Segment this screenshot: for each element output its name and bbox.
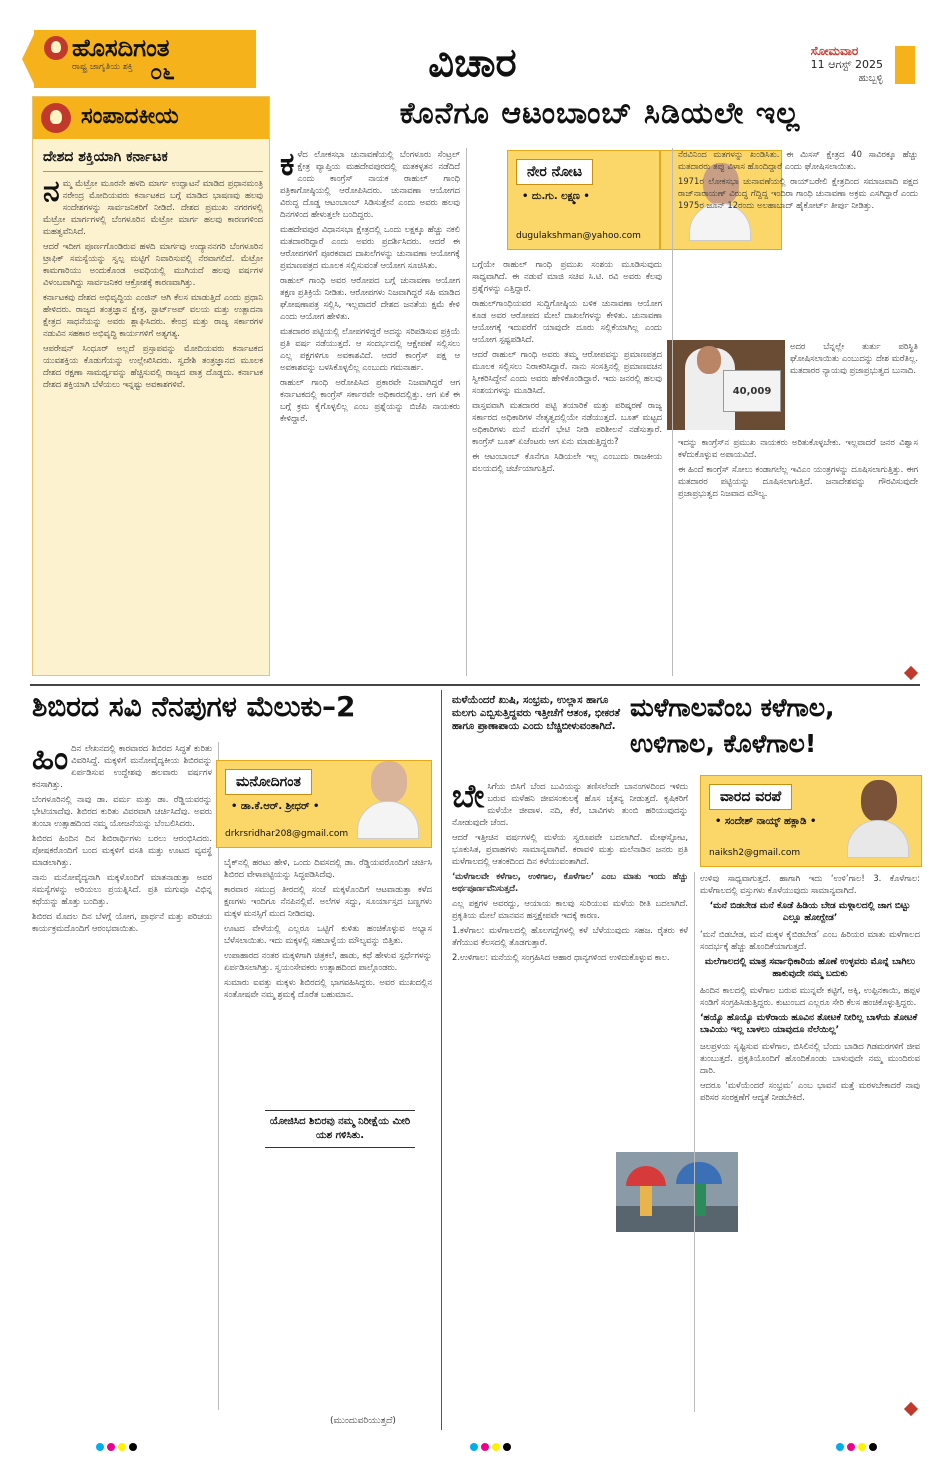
br-paragraph: ಹಿಂದಿನ ಕಾಲದಲ್ಲಿ ಮಳೆಗಾಲ ಬರುವ ಮುನ್ನವೇ ಕಟ್ಟಿಗೆ, ಅಕ್ಕಿ, ಉಪ್ಪಿನಕಾಯಿ, ಹಪ್ಪಳ ಸಂಡಿಗೆ ಸಂಗ್ರಹಿಸಿಡುತ್ತಿದ್ದರು. ಕುಟುಂಬದ ಎಲ್ಲರೂ ಸೇರಿ ಕೆಲಸ ಹಂಚಿಕೊಳ್ಳುತ್ತಿದ್ದರು. — [700, 985, 920, 1007]
article-paragraph: ಮತದಾರರ ಪಟ್ಟಿಯಲ್ಲಿ ಲೋಪಗಳಿದ್ದರೆ ಅದನ್ನು ಸರಿಪಡಿಸುವ ಪ್ರಕ್ರಿಯೆ ಪ್ರತಿ ವರ್ಷ ನಡೆಯುತ್ತದೆ. ಆ ಸಂದರ್ಭದಲ್ಲಿ ಆಕ್ಷೇಪಣೆ ಸಲ್ಲಿಸಲು ಎಲ್ಲ ಪಕ್ಷಗಳಿಗೂ ಅವಕಾಶವಿದೆ. ಆದರೆ ಕಾಂಗ್ರೆಸ್ ಪಕ್ಷ ಆ ಅವಕಾಶವನ್ನು ಬಳಸಿಕೊಳ್ಳಲಿಲ್ಲ ಎಂಬುದು ಗಮನಾರ್ಹ. — [280, 326, 460, 372]
bl-paragraph: ನಾನು ಮನೋವೈದ್ಯನಾಗಿ ಮಕ್ಕಳೊಂದಿಗೆ ಮಾತನಾಡುತ್ತಾ ಅವರ ಸಮಸ್ಯೆಗಳನ್ನು ಅರಿಯಲು ಪ್ರಯತ್ನಿಸಿದೆ. ಪ್ರತಿ ಮಗುವೂ ವಿಭಿನ್ನ ಕಥೆಯನ್ನು ಹೊತ್ತು ಬಂದಿತ್ತು. — [32, 872, 212, 906]
date-tab — [895, 46, 915, 84]
br-paragraph: ಆದರೆ ಇತ್ತೀಚಿನ ವರ್ಷಗಳಲ್ಲಿ ಮಳೆಯ ಸ್ವರೂಪವೇ ಬದಲಾಗಿದೆ. ಮೇಘಸ್ಫೋಟ, ಭೂಕುಸಿತ, ಪ್ರವಾಹಗಳು ಸಾಮಾನ್ಯವಾಗಿವೆ. ಕರಾವಳಿ ಮತ್ತು ಮಲೆನಾಡಿನ ಜನರು ಪ್ರತಿ ಮಳೆಗಾಲದಲ್ಲಿ ಆತಂಕದಿಂದ ದಿನ ಕಳೆಯುವಂತಾಗಿದೆ. — [452, 832, 688, 866]
br-paragraph: ‘ಮನೆ ಬಿಡಬೇಡ, ಮನೆ ಮಕ್ಕಳ ಕೈಬಿಡಬೇಡ’ ಎಂಬ ಹಿರಿಯರ ಮಾತು ಮಳೆಗಾಲದ ಸಂದರ್ಭಕ್ಕೆ ಹೆಚ್ಚು ಹೊಂದಿಕೆಯಾಗುತ್ತದೆ. — [700, 929, 920, 951]
author-name: • ಸಂದೇಶ್ ನಾಯ್ಕ್ ಹಕ್ಲಾಡಿ • — [715, 816, 817, 827]
bottom-left-headline: ಶಿಬಿರದ ಸವಿ ನೆನಪುಗಳ ಮೆಲುಕು–2 — [32, 690, 356, 723]
registration-marks — [96, 1443, 140, 1454]
article-column-1 — [280, 148, 460, 676]
article-paragraph: ರಾಹುಲ್ ಗಾಂಧಿ ಅರೋಪಿಸಿದ ಪ್ರಕಾರವೇ ನಿಜವಾಗಿದ್ದರೆ ಆಗ ಕರ್ನಾಟಕದಲ್ಲಿ ಕಾಂಗ್ರೆಸ್ ಸರ್ಕಾರವೇ ಅಧಿಕಾರದಲ್ಲಿತ್ತು. ಆಗ ಏಕೆ ಈ ಬಗ್ಗೆ ಕ್ರಮ ಕೈಗೊಳ್ಳಲಿಲ್ಲ ಎಂಬ ಪ್ರಶ್ನೆಯನ್ನು ಬಿಜೆಪಿ ನಾಯಕರು ಕೇಳಿದ್ದಾರೆ. — [280, 377, 460, 423]
article-paragraph: ಇದನ್ನು ಕಾಂಗ್ರೆಸ್‌ನ ಪ್ರಮುಖ ನಾಯಕರು ಅರಿತುಕೊಳ್ಳಬೇಕು. ಇಲ್ಲವಾದರೆ ಜನರ ವಿಶ್ವಾಸ ಕಳೆದುಕೊಳ್ಳುವ ಅಪಾಯವಿದೆ. — [678, 437, 918, 459]
article-column-3-side — [790, 340, 918, 432]
br-paragraph: ಎಲ್ಲ ಪಕ್ಷಗಳ ಅವರದ್ದು, ಆಯಾಯ ಕಾಲವು ಸುರಿಯುವ ಮಳೆಯ ರೀತಿ ಬದಲಾಗಿದೆ. ಪ್ರಕೃತಿಯ ಮೇಲೆ ಮಾನವನ ಹಸ್ತಕ್ಷೇಪವೇ ಇದಕ್ಕೆ ಕಾರಣ. — [452, 898, 688, 920]
article-column-3-top — [678, 148, 918, 338]
vertical-divider — [441, 690, 442, 1430]
author-email[interactable]: naiksh2@gmail.com — [709, 848, 801, 858]
article-column-2 — [472, 258, 662, 676]
bl-paragraph: ಸುಮಾರು ಐವತ್ತು ಮಕ್ಕಳು ಶಿಬಿರದಲ್ಲಿ ಭಾಗವಹಿಸಿದ್ದರು. ಅವರ ಮುಖದಲ್ಲಿನ ಸಂತೋಷವೇ ನಮ್ಮ ಶ್ರಮಕ್ಕೆ ದೊರೆತ ಬಹುಮಾನ. — [224, 977, 432, 999]
author-name: • ಡಾ.ಕೆ.ಆರ್. ಶ್ರೀಧರ್ • — [231, 801, 320, 812]
article-paragraph: ಬಗ್ಗೆಯೇ ರಾಹುಲ್ ಗಾಂಧಿ ಪ್ರಮುಖ ಸಂಶಯ ಮೂಡಿಸುವುದು ಸಾಧ್ಯವಾಗಿದೆ. ಈ ನಡುವೆ ಮಾಜಿ ಸಚಿವ ಸಿ.ಟಿ. ರವಿ ಅವರು ಕೆಲವು ಪ್ರಶ್ನೆಗಳನ್ನು ಎತ್ತಿದ್ದಾರೆ. — [472, 259, 662, 293]
column-name: ನೇರ ನೋಟ — [516, 159, 593, 185]
article-paragraph: ರಾಹುಲ್ ಗಾಂಧಿ ಅವರ ಆರೋಪದ ಬಗ್ಗೆ ಚುನಾವಣಾ ಆಯೋಗ ತಕ್ಷಣ ಪ್ರತಿಕ್ರಿಯೆ ನೀಡಿತು. ಆರೋಪಗಳು ನಿಜವಾಗಿದ್ದರೆ ಸಹಿ ಮಾಡಿದ ಘೋಷಣಾಪತ್ರ ಸಲ್ಲಿಸಿ, ಇಲ್ಲವಾದರೆ ದೇಶದ ಜನತೆಯ ಕ್ಷಮೆ ಕೇಳಿ ಎಂದು ಆಯೋಗ ಹೇಳಿತು. — [280, 275, 460, 321]
date-text: 11 ಆಗಸ್ಟ್ 2025 — [810, 58, 883, 71]
portrait-body — [847, 820, 909, 858]
editorial-title: ದೇಶದ ಶಕ್ತಿಯಾಗಿ ಕರ್ನಾಟಕ — [43, 149, 263, 172]
author-portrait — [845, 780, 911, 858]
column-rule — [672, 148, 673, 676]
bl-paragraph: ಊಟದ ವೇಳೆಯಲ್ಲಿ ಎಲ್ಲರೂ ಒಟ್ಟಿಗೆ ಕುಳಿತು ಹಂಚಿಕೊಳ್ಳುವ ಅಭ್ಯಾಸ ಬೆಳೆಸಲಾಯಿತು. ಇದು ಮಕ್ಕಳಲ್ಲಿ ಸಹಬಾಳ್ವೆಯ ಮೌಲ್ಯವನ್ನು ಬಿತ್ತಿತು. — [224, 923, 432, 945]
bl-paragraph: ಬೈಕ್‌ನಲ್ಲಿ ಹರಟು ಹೇಳಿ, ಒಂದು ದಿವಸದಲ್ಲಿ ಡಾ. ರೆಡ್ಡಿಯವರೊಂದಿಗೆ ಚರ್ಚಿಸಿ ಶಿಬಿರದ ವೇಳಾಪಟ್ಟಿಯನ್ನು ಸಿದ್ಧಪಡಿಸಿದೆವು. — [224, 857, 432, 879]
br-column-2 — [700, 872, 920, 1412]
article-paragraph: ಈ ಆಟಂಬಾಂಬ್ ಕೊನೆಗೂ ಸಿಡಿಯಲೇ ಇಲ್ಲ ಎಂಬುದು ರಾಜಕೀಯ ವಲಯದಲ್ಲಿ ಚರ್ಚೆಯಾಗುತ್ತಿದೆ. — [472, 451, 662, 473]
portrait-head — [371, 761, 407, 803]
editorial-paragraph: ಮ್ಮ ಮೆಟ್ರೋ ಮೂರನೇ ಹಳದಿ ಮಾರ್ಗ ಉದ್ಘಾಟನೆ ಮಾಡಿದ ಪ್ರಧಾನಮಂತ್ರಿ ನರೇಂದ್ರ ಮೋದಿಯವರು ಕರ್ನಾಟಕದ ಬಗ್ಗೆ ಮಾಡಿದ ಭಾಷಣವು ಹಲವು ಸಂದೇಶಗಳನ್ನು ಸಾರ್ವಜನಿಕರಿಗೆ ನೀಡಿದೆ. ದೇಶದ ಪ್ರಮುಖ ನಗರಗಳಲ್ಲಿ ಮೆಟ್ರೋ ಮಾರ್ಗಗಳಲ್ಲಿ ಬೆಂಗಳೂರಿನ ಮೆಟ್ರೋ ಮಾರ್ಗ ಹಲವು ಕಾರಣಗಳಿಂದ ಮಹತ್ವವೆನಿಸಿದೆ. — [43, 178, 263, 236]
column-card-manodiganta — [216, 760, 432, 848]
editorial-header — [33, 97, 269, 139]
column-card-nera-nota — [507, 150, 660, 250]
br-paragraph: ‘ಮಳೆಗಾಲವೇ ಕಳೆಗಾಲ, ಉಳಿಗಾಲ, ಕೊಳೆಗಾಲ’ ಎಂಬ ಮಾತು ಇಂದು ಹೆಚ್ಚು ಅರ್ಥಪೂರ್ಣವೆನಿಸುತ್ತದೆ. — [452, 871, 688, 893]
br-paragraph: ಸಿಗೆಯ ಬಿಸಿಗೆ ಬೆಂದ ಬುವಿಯನ್ನು ತಣಿಸಲೆಂದೇ ಬಾನಂಗಳದಿಂದ ಇಳಿದು ಬರುವ ಮಳೆಹನಿ ಜೀವಸಂಕುಲಕ್ಕೆ ಹೊಸ ಚೈತನ್ಯ ನೀಡುತ್ತದೆ. ಕೃಷಿಕರಿಗೆ ಮಳೆಯೇ ಜೀವಾಳ. ನದಿ, ಕೆರೆ, ಬಾವಿಗಳು ತುಂಬಿ ಹರಿಯುವುದನ್ನು ನೋಡುವುದೇ ಚೆಂದ. — [452, 781, 688, 827]
lamp-icon — [41, 103, 71, 133]
portrait-head — [861, 780, 897, 822]
br-paragraph: ಜಲಪ್ರಳಯ ಸೃಷ್ಟಿಸುವ ಮಳೆಗಾಲ, ಬಿಸಿಲಿನಲ್ಲಿ ಬೆಂದು ಬಾಡಿದ ಗಿಡಮರಗಳಿಗೆ ಜೀವ ತುಂಬುತ್ತದೆ. ಪ್ರಕೃತಿಯೊಂದಿಗೆ ಹೊಂದಿಕೊಂಡು ಬಾಳುವುದೇ ನಮ್ಮ ಮುಂದಿರುವ ದಾರಿ. — [700, 1041, 920, 1075]
date-box — [811, 44, 883, 86]
article-column-3-bottom — [678, 436, 918, 666]
article-paragraph: ಳೆದ ಲೋಕಸಭಾ ಚುನಾವಣೆಯಲ್ಲಿ ಬೆಂಗಳೂರು ಸೆಂಟ್ರಲ್ ಕ್ಷೇತ್ರ ವ್ಯಾಪ್ತಿಯ ಮಹದೇವಪುರದಲ್ಲಿ ಮತಕಳ್ಳತನ ನಡೆದಿದೆ ಎಂದು ಕಾಂಗ್ರೆಸ್ ನಾಯಕ ರಾಹುಲ್ ಗಾಂಧಿ ಪತ್ರಿಕಾಗೋಷ್ಠಿಯಲ್ಲಿ ಆರೋಪಿಸಿದರು. ಚುನಾವಣಾ ಆಯೋಗದ ವಿರುದ್ಧ ದೊಡ್ಡ ಆಟಂಬಾಂಬ್ ಸಿಡಿಸುತ್ತೇನೆ ಎಂದು ಅವರು ಹಲವು ದಿನಗಳಿಂದ ಹೇಳುತ್ತಲೇ ಬಂದಿದ್ದರು. — [280, 149, 460, 219]
editorial-body — [43, 177, 263, 667]
br-paragraph: ಉಳಿವು ಸಾಧ್ಯವಾಗುತ್ತದೆ. ಹಾಗಾಗಿ ಇದು ‘ಉಳಿ’ಗಾಲ! 3. ಕೊಳೆಗಾಲ: ಮಳೆಗಾಲದಲ್ಲಿ ವಸ್ತುಗಳು ಕೊಳೆಯುವುದು ಸಾಮಾನ್ಯವಾಗಿದೆ. — [700, 873, 920, 895]
photo-placard: 40,009 — [723, 370, 781, 412]
editorial-panel — [32, 96, 270, 676]
column-card-varada-varape — [700, 775, 922, 867]
br-dropcap: ಬೇ — [452, 780, 485, 815]
bl-dropcap: ಹಿಂ — [32, 742, 69, 777]
br-paragraph: ಆದರೂ ‘ಮಳೆಯೆಂದರೆ ಸಂಭ್ರಮ’ ಎಂಬ ಭಾವನೆ ಮತ್ತೆ ಮರಳಬೇಕಾದರೆ ನಾವು ಪರಿಸರ ಸಂರಕ್ಷಣೆಗೆ ಆದ್ಯತೆ ನೀಡಬೇಕಿದೆ. — [700, 1080, 920, 1102]
registration-marks — [836, 1443, 880, 1454]
photo-face — [697, 346, 721, 374]
article-paragraph: ವಾಸ್ತವವಾಗಿ ಮತದಾರರ ಪಟ್ಟಿ ತಯಾರಿಕೆ ಮತ್ತು ಪರಿಷ್ಕರಣೆ ರಾಜ್ಯ ಸರ್ಕಾರದ ಅಧಿಕಾರಿಗಳ ನೇತೃತ್ವದಲ್ಲಿಯೇ ನಡೆಯುತ್ತದೆ. ಬೂತ್ ಮಟ್ಟದ ಅಧಿಕಾರಿಗಳು ಮನೆ ಮನೆಗೆ ಭೇಟಿ ನೀಡಿ ಪರಿಶೀಲನೆ ನಡೆಸುತ್ತಾರೆ. ಕಾಂಗ್ರೆಸ್ ಬೂತ್ ಏಜೆಂಟರು ಆಗ ಏನು ಮಾಡುತ್ತಿದ್ದರು? — [472, 400, 662, 446]
column-rule — [694, 872, 695, 1412]
article-paragraph: ನೆರವಿನಿಂದ ಮತಗಳನ್ನು ಖಂಡಿಸಿತು. ಈ ಮಿಸಸ್ ಕ್ಷೇತ್ರದ 40 ಸಾವಿರಕ್ಕೂ ಹೆಚ್ಚು ಮತದಾರರು ತಪ್ಪು ವಿಳಾಸ ಹೊಂದಿದ್ದಾರೆ ಎಂದು ಘೋಷಿಸಲಾಯಿತು. — [678, 149, 918, 171]
br-column-1 — [452, 780, 688, 1410]
registration-marks — [470, 1443, 514, 1454]
section-divider — [30, 684, 920, 686]
editorial-label: ಸಂಪಾದಕೀಯ — [81, 104, 179, 129]
br-quote: ಮಲೆಗಾಲದಲ್ಲಿ ಮಾತ್ರ ಸರ್ವಾಧಿಕಾರಿಯ ಹೊಣೆ ಉಳ್ಳವರು ಮೊನ್ನೆ ಬಾಗಿಲು ಹಾಕುವುದೇ ನಮ್ಮ ಬದುಕು — [704, 957, 916, 979]
article-paragraph: 1971ರ ಲೋಕಸಭಾ ಚುನಾವಣೆಯಲ್ಲಿ ರಾಯ್‌ಬರೇಲಿ ಕ್ಷೇತ್ರದಿಂದ ಸಮಾಜವಾದಿ ಪಕ್ಷದ ರಾಜ್‌ನಾರಾಯಣ್ ವಿರುದ್ಧ ಗೆದ್ದಿದ್ದ ಇಂದಿರಾ ಗಾಂಧಿ ಚುನಾವಣಾ ಅಕ್ರಮ ಎಸಗಿದ್ದಾರೆ ಎಂದು 1975ರ ಜೂನ್ 12ರಂದು ಅಲಹಾಬಾದ್ ಹೈಕೋರ್ಟ್ ತೀರ್ಪು ನೀಡಿತ್ತು. — [678, 176, 918, 210]
author-name: • ದು.ಗು. ಲಕ್ಷ್ಮಣ • — [522, 191, 590, 202]
article-paragraph: ರಾಹುಲ್‌ಗಾಂಧಿಯವರ ಸುದ್ದಿಗೋಷ್ಠಿಯ ಬಳಿಕ ಚುನಾವಣಾ ಆಯೋಗ ಕೂಡ ಅವರ ಆರೋಪದ ಮೇಲೆ ದಾಖಲೆಗಳನ್ನು ಕೇಳಿತು. ಚುನಾವಣಾ ಆಯೋಗಕ್ಕೆ ಇದುವರೆಗೆ ಯಾವುದೇ ದೂರು ಸಲ್ಲಿಕೆಯಾಗಿಲ್ಲ ಎಂದು ಆಯೋಗ ಸ್ಪಷ್ಟಪಡಿಸಿದೆ. — [472, 298, 662, 344]
article-paragraph: ಆದರೆ ರಾಹುಲ್ ಗಾಂಧಿ ಅವರು ತಮ್ಮ ಆರೋಪವನ್ನು ಪ್ರಮಾಣಪತ್ರದ ಮೂಲಕ ಸಲ್ಲಿಸಲು ನಿರಾಕರಿಸಿದ್ದಾರೆ. ನಾನು ಸಂಸತ್ತಿನಲ್ಲಿ ಪ್ರಮಾಣವಚನ ಸ್ವೀಕರಿಸಿದ್ದೇನೆ ಎಂದು ಅವರು ಹೇಳಿಕೊಂಡಿದ್ದಾರೆ. ಇದು ಜನರಲ್ಲಿ ಹಲವು ಸಂಶಯಗಳನ್ನು ಮೂಡಿಸಿದೆ. — [472, 349, 662, 395]
date-day: ಸೋಮವಾರ — [810, 44, 859, 58]
bl-column-1 — [32, 742, 212, 1410]
editorial-paragraph: ಕರ್ನಾಟಕವು ದೇಶದ ಅಭಿವೃದ್ಧಿಯ ಎಂಜಿನ್ ಆಗಿ ಕೆಲಸ ಮಾಡುತ್ತಿದೆ ಎಂದು ಪ್ರಧಾನಿ ಹೇಳಿದರು. ರಾಜ್ಯದ ತಂತ್ರಜ್ಞಾನ ಕ್ಷೇತ್ರ, ಸ್ಟಾರ್ಟ್‌ಅಪ್ ವಲಯ ಮತ್ತು ಉತ್ಪಾದನಾ ಕ್ಷೇತ್ರದ ಸಾಧನೆಯನ್ನು ಅವರು ಶ್ಲಾಘಿಸಿದರು. ಕೇಂದ್ರ ಮತ್ತು ರಾಜ್ಯ ಸರ್ಕಾರಗಳ ನಡುವಿನ ಸಹಕಾರ ಅಭಿವೃದ್ಧಿ ಕಾರ್ಯಗಳಿಗೆ ಅತ್ಯಗತ್ಯ. — [43, 292, 263, 338]
editorial-dropcap: ನ — [43, 177, 60, 209]
article-end-mark — [904, 666, 918, 680]
bottom-right-intro: ಮಳೆಯೆಂದರೆ ಖುಷಿ, ಸಂಭ್ರಮ, ಉಲ್ಲಾಸ ಹಾಗೂ ಮಲಗು ಎಬ್ಬಿಸುತ್ತಿದ್ದವರು ಇತ್ತೀಚೆಗೆ ಆತಂಕ, ಭೀಕರತೆ ಹಾಗೂ ಪ್ರಾಣಾಪಾಯ ಎಂದು ಬೆಚ್ಚಿಬೀಳುವಂತಾಗಿದೆ. — [452, 695, 620, 732]
news-photo — [667, 340, 785, 430]
pull-quote: ಯೋಜಿಸಿದ ಶಿಬಿರವು ನಮ್ಮ ನಿರೀಕ್ಷೆಯ ಮೀರಿ ಯಶ ಗಳಿಸಿತು. — [265, 1110, 415, 1148]
portrait-body — [357, 801, 419, 839]
column-rule — [466, 148, 467, 676]
author-email[interactable]: drkrsridhar208@gmail.com — [225, 829, 349, 839]
bl-paragraph: ಕಾರವಾರ ಸಮುದ್ರ ತೀರದಲ್ಲಿ ಸಂಜೆ ಮಕ್ಕಳೊಂದಿಗೆ ಆಟವಾಡುತ್ತಾ ಕಳೆದ ಕ್ಷಣಗಳು ಇಂದಿಗೂ ನೆನಪಿನಲ್ಲಿವೆ. ಅಲೆಗಳ ಸದ್ದು, ಸೂರ್ಯಾಸ್ತದ ಬಣ್ಣಗಳು ಮಕ್ಕಳ ಮನಸ್ಸಿಗೆ ಮುದ ನೀಡಿದವು. — [224, 884, 432, 918]
article-paragraph: ಈ ಹಿಂದೆ ಕಾಂಗ್ರೆಸ್ ಸೋಲು ಕಂಡಾಗಲೆಲ್ಲ ಇವಿಎಂ ಯಂತ್ರಗಳನ್ನು ದೂಷಿಸಲಾಗುತ್ತಿತ್ತು. ಈಗ ಮತದಾರರ ಪಟ್ಟಿಯನ್ನು ದೂಷಿಸಲಾಗುತ್ತಿದೆ. ಜನಾದೇಶವನ್ನು ಗೌರವಿಸುವುದೇ ಪ್ರಜಾಪ್ರಭುತ್ವದ ನಿಜವಾದ ಮೌಲ್ಯ. — [678, 464, 918, 498]
article-paragraph: ಅದರ ಬೆನ್ನಲ್ಲೇ ತುರ್ತು ಪರಿಸ್ಥಿತಿ ಘೋಷಿಸಲಾಯಿತು ಎಂಬುದನ್ನು ದೇಶ ಮರೆತಿಲ್ಲ. ಮತದಾರರ ನ್ಯಾಯವು ಪ್ರಜಾಪ್ರಭುತ್ವದ ಬುನಾದಿ. — [790, 341, 918, 375]
section-title: ವಿಚಾರ — [428, 40, 517, 86]
column-name: ಮನೋದಿಗಂತ — [225, 769, 312, 795]
bl-paragraph: ದಿನ ಲೇಖನದಲ್ಲಿ ಕಾರವಾರದ ಶಿಬಿರದ ಸಿದ್ಧತೆ ಕುರಿತು ವಿವರಿಸಿದ್ದೆ. ಮಕ್ಕಳಿಗೆ ಮನೋವೈದ್ಯಕೀಯ ಶಿಬಿರವನ್ನು ಏರ್ಪಡಿಸುವ ಉದ್ದೇಶವು ಹಲವಾರು ವರ್ಷಗಳ ಕನಸಾಗಿತ್ತು. — [32, 743, 212, 789]
br-quote: ‘ಹಯ್ಯೊ ಹೊಯ್ಯೊ ಮಳೆರಾಯ ಹೂವಿನ ತೋಟಕೆ ನೀರಿಲ್ಲ ಬಾಳೆಯ ತೋಟಕೆ ಬಾವಿಯು ಇಲ್ಲ ಬಾಳಲು ಯಾವುದೂ ನೆಲೆಯಿಲ್ಲ’ — [700, 1013, 918, 1035]
bl-paragraph: ಬೆಂಗಳೂರಿನಲ್ಲಿ ನಾವು ಡಾ. ವರ್ಮ ಮತ್ತು ಡಾ. ರೆಡ್ಡಿಯವರನ್ನು ಭೇಟಿಯಾದೆವು. ಶಿಬಿರದ ಕುರಿತು ವಿವರವಾಗಿ ಚರ್ಚಿಸಿದೆವು. ಅವರು ತುಂಬಾ ಉತ್ಸಾಹದಿಂದ ನಮ್ಮ ಯೋಜನೆಯನ್ನು ಬೆಂಬಲಿಸಿದರು. — [32, 794, 212, 828]
bl-paragraph: ಶಿಬಿರದ ಮೊದಲ ದಿನ ಬೆಳಗ್ಗೆ ಯೋಗ, ಪ್ರಾರ್ಥನೆ ಮತ್ತು ಪರಿಚಯ ಕಾರ್ಯಕ್ರಮದೊಂದಿಗೆ ಆರಂಭವಾಯಿತು. — [32, 911, 212, 933]
newspaper-title: ಹೊಸದಿಗಂತ — [72, 34, 170, 62]
edition-city: ಹುಬ್ಬಳ್ಳಿ — [858, 73, 883, 84]
photo-person — [640, 1186, 652, 1216]
br-paragraph: 2.ಉಳಿಗಾಲ: ಮನೆಯಲ್ಲಿ ಸಂಗ್ರಹಿಸಿದ ಆಹಾರ ಧಾನ್ಯಗಳಿಂದ ಉಳಿದುಕೊಳ್ಳುವ ಕಾಲ. — [452, 952, 670, 962]
bl-paragraph: ಶಿಬಿರದ ಹಿಂದಿನ ದಿನ ಶಿಬಿರಾರ್ಥಿಗಳು ಬರಲು ಆರಂಭಿಸಿದರು. ಪೋಷಕರೊಂದಿಗೆ ಬಂದ ಮಕ್ಕಳಿಗೆ ವಸತಿ ಮತ್ತು ಊಟದ ವ್ಯವಸ್ಥೆ ಮಾಡಲಾಗಿತ್ತು. — [32, 833, 212, 867]
masthead — [0, 0, 945, 92]
umbrella-red — [626, 1166, 666, 1186]
author-email[interactable]: dugulakshman@yahoo.com — [516, 231, 641, 241]
article-paragraph: ಮಹದೇವಪುರ ವಿಧಾನಸಭಾ ಕ್ಷೇತ್ರದಲ್ಲಿ ಒಂದು ಲಕ್ಷಕ್ಕೂ ಹೆಚ್ಚು ನಕಲಿ ಮತದಾರರಿದ್ದಾರೆ ಎಂದು ಅವರು ಪ್ರದರ್ಶಿಸಿದರು. ಆದರೆ ಈ ಆರೋಪಗಳಿಗೆ ಪೂರಕವಾದ ದಾಖಲೆಗಳನ್ನು ಚುನಾವಣಾ ಆಯೋಗಕ್ಕೆ ಪ್ರಮಾಣಪತ್ರದ ಮೂಲಕ ಸಲ್ಲಿಸುವಂತೆ ಆಯೋಗ ಸೂಚಿಸಿತು. — [280, 224, 460, 270]
author-portrait — [355, 761, 421, 839]
article-dropcap: ಕ — [280, 148, 295, 183]
page-number: ೦೬ — [150, 60, 175, 85]
column-name: ವಾರದ ವರಪೆ — [709, 784, 792, 810]
editorial-paragraph: ಆಪರೇಷನ್ ಸಿಂಧೂರ್ ಅಲ್ಲದೆ ಪ್ರಸ್ತಾಪವನ್ನು ಮೋದಿಯವರು ಕರ್ನಾಟಕದ ಯುವಶಕ್ತಿಯ ಕೊಡುಗೆಯನ್ನು ಉಲ್ಲೇಖಿಸಿದರು. ಸ್ವದೇಶಿ ತಂತ್ರಜ್ಞಾನದ ಮೂಲಕ ದೇಶದ ರಕ್ಷಣಾ ಸಾಮರ್ಥ್ಯವನ್ನು ಹೆಚ್ಚಿಸುವಲ್ಲಿ ರಾಜ್ಯದ ಪಾತ್ರ ದೊಡ್ಡದು. ಕರ್ನಾಟಕ ದೇಶದ ಶಕ್ತಿಯಾಗಿ ಬೆಳೆಯಲು ಇನ್ನಷ್ಟು ಅವಕಾಶಗಳಿವೆ. — [43, 343, 263, 389]
br-quote: ‘ಮನೆ ಬಿಡಬೇಡ ಮನೆ ಕೊಡೆ ಹಿಡಿಯ ಬೇಡ ಮಳ್ಗಾಲದಲ್ಲಿ ಜಾಗ ಬಿಟ್ಟು ಎಲ್ಲೂ ಹೋಗ್ಬೇಡ’ — [709, 901, 911, 923]
main-headline: ಕೊನೆಗೂ ಆಟಂಬಾಂಬ್ ಸಿಡಿಯಲೇ ಇಲ್ಲ — [399, 96, 801, 131]
editorial-paragraph: ಆದರೆ ಇದೀಗ ಪೂರ್ಣಗೊಂಡಿರುವ ಹಳದಿ ಮಾರ್ಗವು ಉದ್ಯಾನನಗರಿ ಬೆಂಗಳೂರಿನ ಟ್ರಾಫಿಕ್ ಸಮಸ್ಯೆಯನ್ನು ಸ್ವಲ್ಪ ಮಟ್ಟಿಗೆ ನಿವಾರಿಸುವಲ್ಲಿ ನೆರವಾಗಲಿದೆ. ಮೆಟ್ರೋ ಕಾಮಗಾರಿಯು ಅಂದುಕೊಂಡ ಅವಧಿಯಲ್ಲಿ ಮುಗಿಯದೆ ಹಲವು ವರ್ಷಗಳ ವಿಳಂಬವಾಗಿದ್ದು ಸಾರ್ವಜನಿಕರ ಆಕ್ರೋಶಕ್ಕೆ ಕಾರಣವಾಗಿತ್ತು. — [43, 241, 263, 287]
continued-note: (ಮುಂದುವರಿಯುತ್ತದೆ) — [330, 1416, 396, 1426]
br-paragraph: 1.ಕಳೆಗಾಲ: ಮಳೆಗಾಲದಲ್ಲಿ ಹೊಲಗದ್ದೆಗಳಲ್ಲಿ ಕಳೆ ಬೆಳೆಯುವುದು ಸಹಜ. ರೈತರು ಕಳೆ ತೆಗೆಯುವ ಕೆಲಸದಲ್ಲಿ ತೊಡಗುತ್ತಾರೆ. — [452, 925, 688, 947]
bottom-right-headline: ಮಳೆಗಾಲವೆಂಬ ಕಳೆಗಾಲ, ಉಳಿಗಾಲ, ಕೊಳೆಗಾಲ! — [630, 693, 835, 758]
newspaper-tagline: ರಾಷ್ಟ್ರ ಜಾಗೃತಿಯ ಶಕ್ತಿ — [72, 62, 133, 72]
bl-paragraph: ಉಪಾಹಾರದ ನಂತರ ಮಕ್ಕಳಿಗಾಗಿ ಚಿತ್ರಕಲೆ, ಹಾಡು, ಕಥೆ ಹೇಳುವ ಸ್ಪರ್ಧೆಗಳನ್ನು ಏರ್ಪಡಿಸಲಾಗಿತ್ತು. ಸ್ವಯಂಸೇವಕರು ಉತ್ಸಾಹದಿಂದ ಪಾಲ್ಗೊಂಡರು. — [224, 950, 432, 972]
